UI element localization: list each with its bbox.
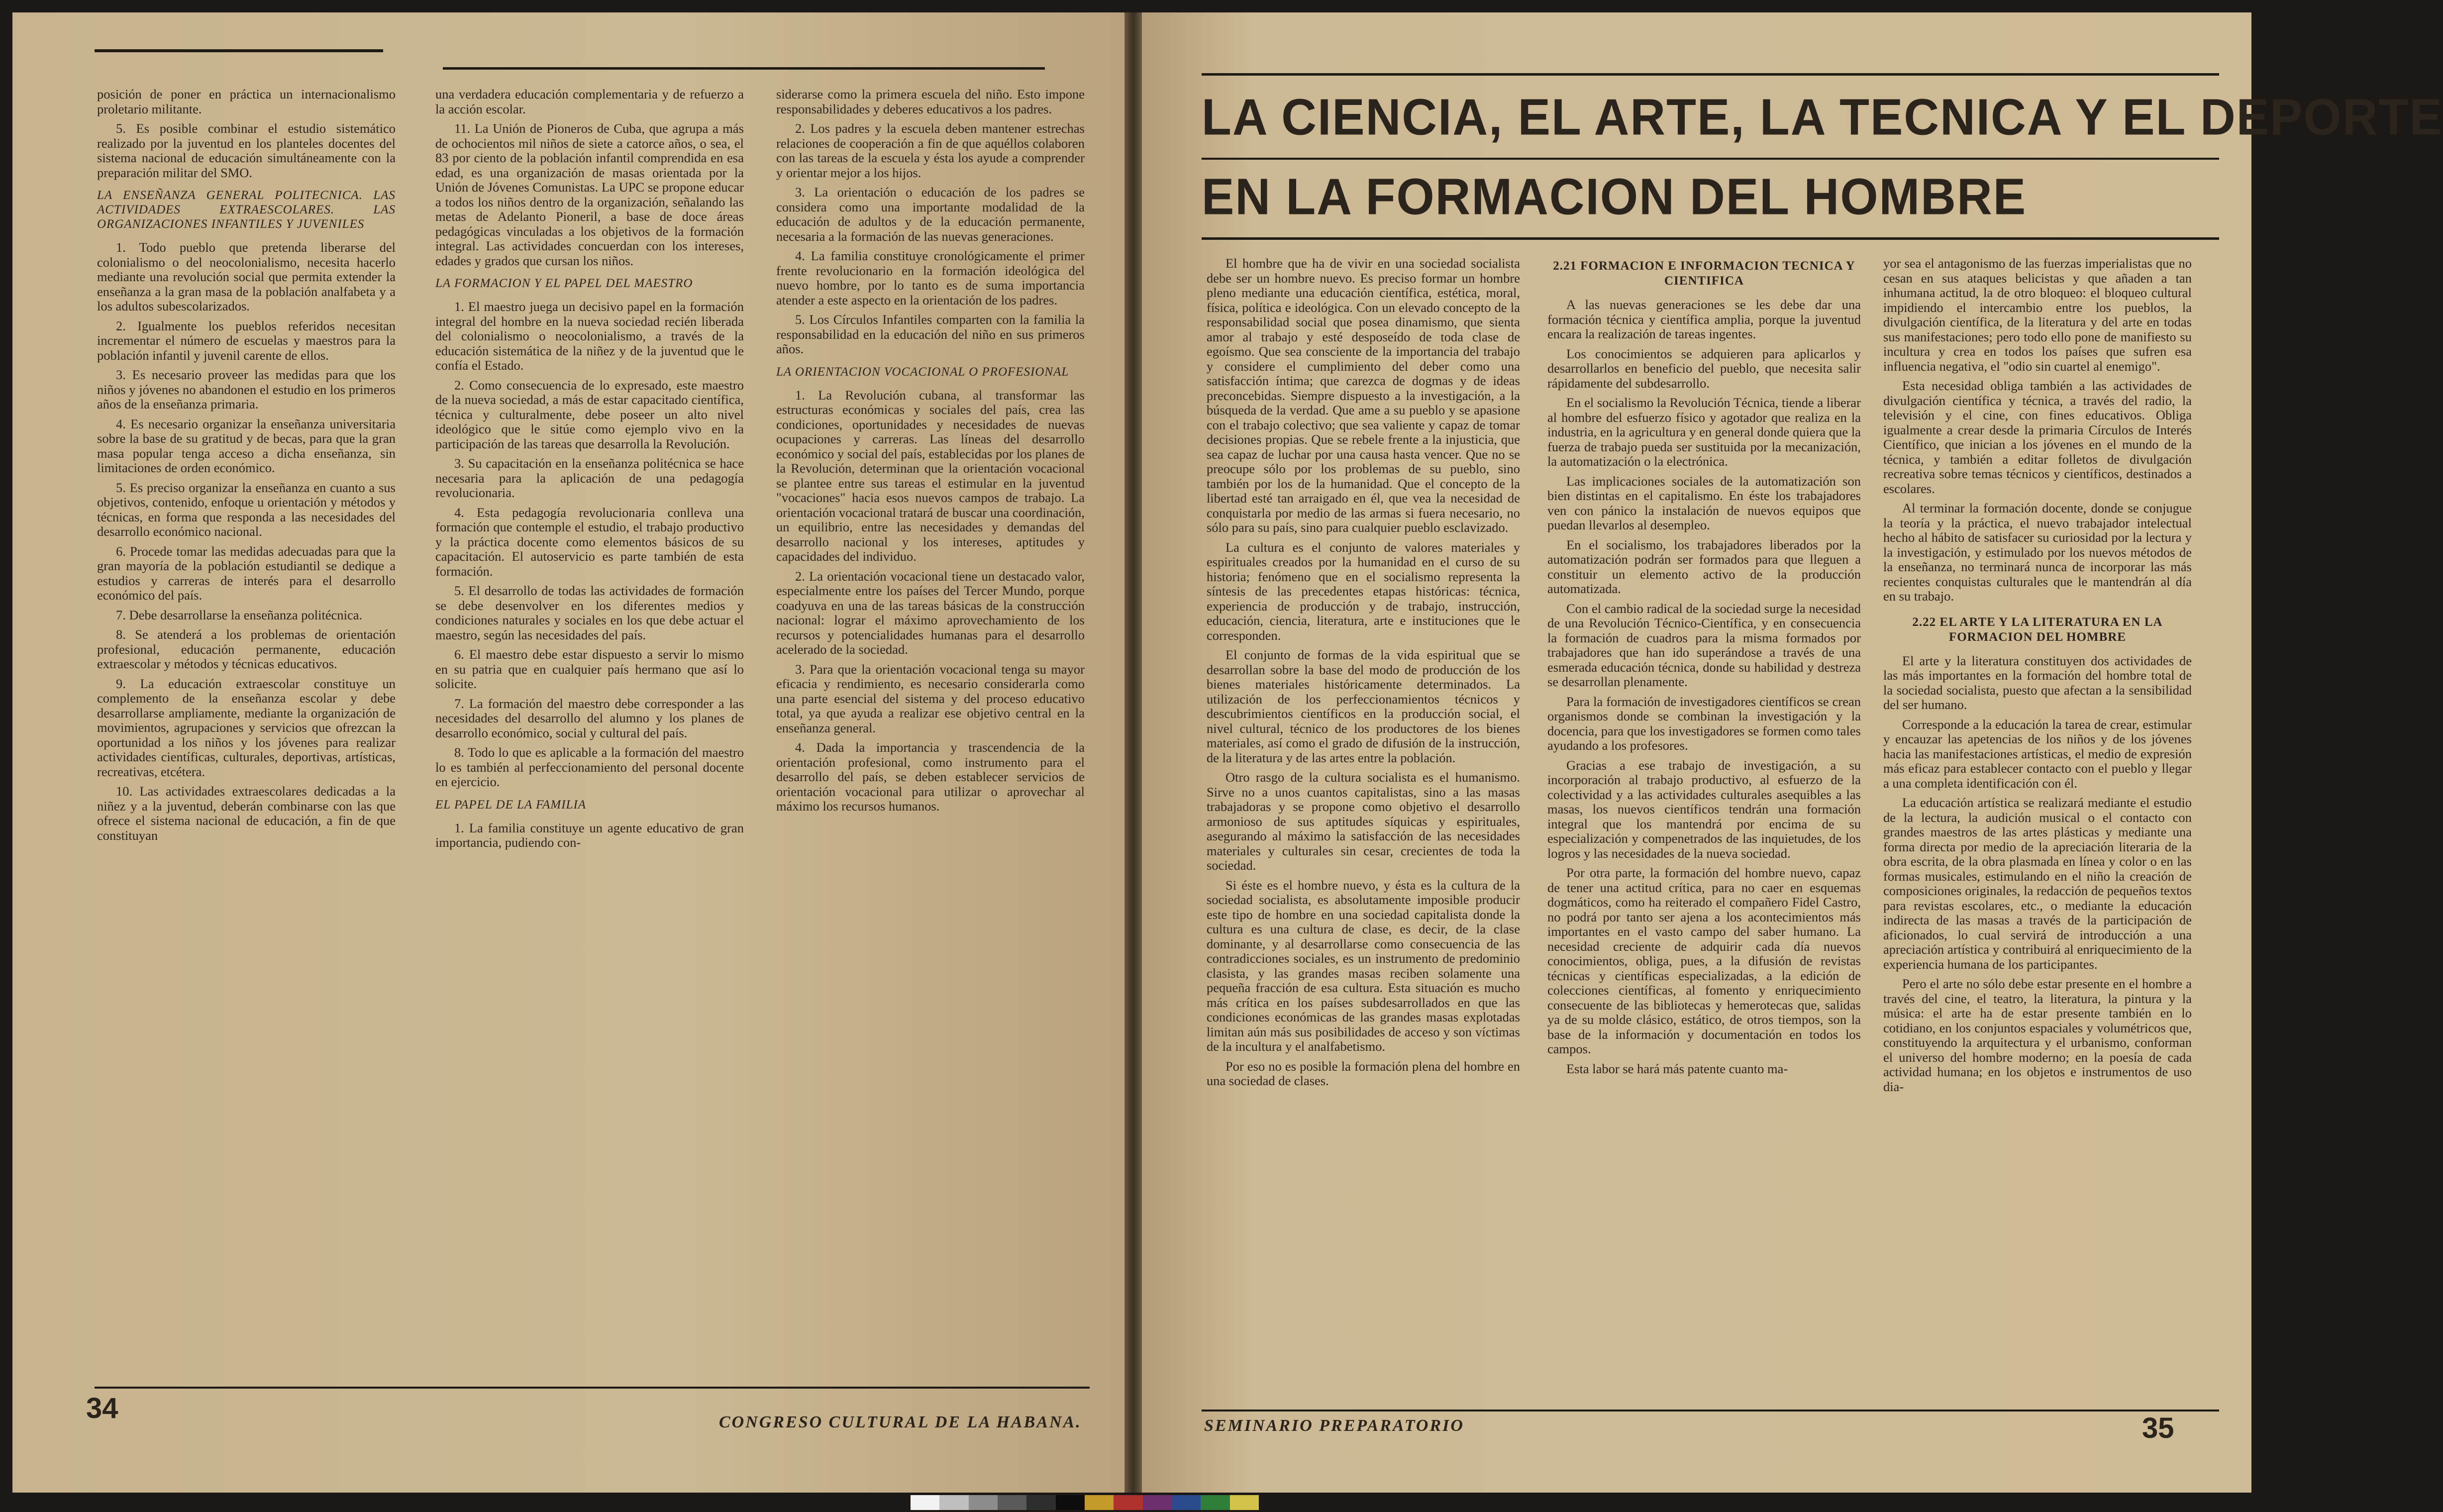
paragraph: Al terminar la formación docente, donde se conjugue la teoría y la práctica, el nuevo trabajador intelectual hecho al hábito de satisfacer su curiosidad por la lectura y la investigación, y estimulado por los nuevos métodos de la enseñanza, no terminará nunca de incorporar las más recientes conquistas culturales que le mantendrán al día en su trabajo. [1883, 501, 2192, 604]
paragraph: Gracias a ese trabajo de investigación, a su incorporación al trabajo productivo, al esfuerzo de la colectividad y a las actividades culturales asequibles a las masas, los nuevos científicos tendrán una formación integral que los mantendrá por encima de su especialización y compenetrados de las inquietudes, de los logros y las necesidades de la nueva sociedad. [1547, 757, 1861, 861]
paragraph: 11. La Unión de Pioneros de Cuba, que agrupa a más de ochocientos mil niños de siete a catorce años, o sea, el 83 por ciento de la población infantil comprendida en esa edad, es una organización de masas orientada por la Unión de Jóvenes Comunistas. La UPC se propone educar a todos los niños dentro de la organización, señalando las metas de Adelanto Pioneril, a base de doce áreas pedagógicas vinculadas a los objetivos de la formación integral. Las actividades concuerdan con los intereses, edades y grados que cursan los niños. [435, 121, 744, 268]
paragraph: 4. La familia constituye cronológicamente el primer frente revolucionario en la formación ideológica del nuevo hombre, por lo tanto es de suma importancia atender a este aspecto en la orientación de los padres. [776, 248, 1085, 307]
paragraph: 2. Igualmente los pueblos referidos necesitan incrementar el número de escuelas y maestros para la población infantil y juvenil carente de ellos. [97, 318, 396, 363]
paragraph: 4. Esta pedagogía revolucionaria conlleva una formación que contemple el estudio, el trabajo productivo y la práctica docente como elementos básicos de su capacitación. El autoservicio es parte también de esta formación. [435, 504, 744, 579]
section-heading: LA ENSEÑANZA GENERAL POLITECNICA. LAS ACTIVIDADES EXTRAESCOLARES. LAS ORGANIZACIONES INFANTILES Y JUVENILES [97, 189, 396, 231]
paragraph: 4. Dada la importancia y trascendencia de la orientación profesional, como instrumento para el desarrollo del país, se deben establecer servicios de orientación vocacional para utilizar o aprovechar al máximo los recursos humanos. [776, 740, 1085, 813]
article-title-line-1: LA CIENCIA, EL ARTE, LA TECNICA Y EL DEPORTE [1202, 88, 2443, 146]
paragraph: 5. Los Círculos Infantiles comparten con la familia la responsabilidad en la educación del niño en sus primeros años. [776, 312, 1085, 356]
color-swatch [1056, 1495, 1085, 1510]
paragraph: 1. La Revolución cubana, al transformar las estructuras económicas y sociales del país, crea las condiciones, oportunidades y necesidades de nuevas ocupaciones y carreras. Las líneas del desarrollo económico y social del país, establecidas por los planes de la Revolución, determinan que la orientación vocacional se plantee entre sus tareas el estimular en la juventud "vocaciones" hacia esos nuevos campos de trabajo. La orientación vocacional tratará de buscar una coordinación, un equilibrio, entre las necesidades y demandas del desarrollo nacional y los intereses, aptitudes y capacidades del individuo. [776, 387, 1085, 564]
paragraph: A las nuevas generaciones se les debe dar una formación técnica y científica amplia, porque la juventud encara la realización de tareas ingentes. [1547, 297, 1861, 341]
paragraph: 2. Como consecuencia de lo expresado, este maestro de la nueva sociedad, a más de estar capacitado científica, técnica y culturalmente, debe poseer un alto nivel ideológico que le sitúe como ejemplo vivo en la participación de las tareas que desarrolla la Revolución. [435, 377, 744, 451]
color-swatch [1026, 1495, 1055, 1510]
section-heading: LA FORMACION Y EL PAPEL DEL MAESTRO [435, 277, 693, 290]
paragraph: Otro rasgo de la cultura socialista es el humanismo. Sirve no a unos cuantos capitalistas, sino a las masas trabajadoras y se propone como objetivo el desarrollo armonioso de sus aptitudes síquicas y espirituales, asegurando al máximo la satisfacción de las necesidades materiales y culturales sin cesar, crecientes de toda la sociedad. [1207, 770, 1520, 873]
paragraph: Los conocimientos se adquieren para aplicarlos y desarrollarlos en beneficio del pueblo, que necesita salir rápidamente del subdesarrollo. [1547, 346, 1861, 391]
color-swatch [1143, 1495, 1172, 1510]
title-bottom-rule [1202, 237, 2219, 240]
running-footer: SEMINARIO PREPARATORIO [1204, 1416, 1464, 1435]
left-column-2 [435, 87, 744, 1361]
paragraph: 1. La familia constituye un agente educativo de gran importancia, pudiendo con- [435, 820, 744, 850]
color-swatch [1085, 1495, 1114, 1510]
paragraph: una verdadera educación complementaria y de refuerzo a la acción escolar. [435, 87, 744, 116]
paragraph: Esta necesidad obliga también a las actividades de divulgación científica y técnica, a través del radio, la televisión y el cine, con fines educativos. Obliga igualmente a crear desde la primaria Círculos de Interés Científico, que inician a los jóvenes en el mundo de la técnica, y también a editar folletos de divulgación recreativa sobre temas técnicos y científicos, destinados a escolares. [1883, 378, 2192, 496]
paragraph: yor sea el antagonismo de las fuerzas imperialistas que no cesan en sus ataques belicistas y que añaden a tan inhumana actitud, la de otro bloqueo: el bloqueo cultural impidiendo el intercambio entre los pueblos, la divulgación científica, de la literatura y del arte en todas sus manifestaciones; pero todo ello pone de manifiesto su incultura y crea en todos los países que sufren esa influencia negativa, el "odio sin cuartel al enemigo". [1883, 256, 2192, 374]
paragraph: 6. Procede tomar las medidas adecuadas para que la gran mayoría de la población estudiantil se dedique a estudios y carreras de interés para el desarrollo económico del país. [97, 543, 396, 603]
paragraph: 1. Todo pueblo que pretenda liberarse del colonialismo o del neocolonialismo, necesita hacerlo mediante una revolución social que permita extender la enseñanza a la gran masa de la población analfabeta y a los adultos subescolarizados. [97, 240, 396, 313]
top-rule-left-a [95, 49, 383, 52]
paragraph: Pero el arte no sólo debe estar presente en el hombre a través del cine, el teatro, la literatura, la pintura y la música: el arte ha de estar presente también en lo cotidiano, en los conjuntos espaciales y volumétricos que, constituyendo la arquitectura y el urbanismo, conforman el universo del hombre moderno; en la poesía de cada actividad humana; en los objetos e instrumentos de uso dia- [1883, 976, 2192, 1094]
paragraph: La educación artística se realizará mediante el estudio de la lectura, la audición musical o el contacto con grandes maestros de las artes plásticas y mediante una forma directa por medio de la apreciación literaria de la obra escrita, de la obra plasmada en línea y color o en las formas musicales, estimulando en el niño la creación de composiciones originales, la redacción de pequeños textos para revistas escolares, etc., o mediante la educación indirecta de las masas a través de la participación de aficionados, lo cual servirá de introducción a una apreciación artística y contribuirá al enriquecimiento de la experiencia humana de los participantes. [1883, 795, 2192, 972]
color-swatch [1114, 1495, 1142, 1510]
color-swatch [998, 1495, 1026, 1510]
right-column-1 [1207, 256, 1520, 1386]
color-swatch [1172, 1495, 1201, 1510]
paragraph: Por otra parte, la formación del hombre nuevo, capaz de tener una actitud crítica, para no caer en esquemas dogmáticos, como ha reiterado el compañero Fidel Castro, no podrá por tanto ser ajena a los acontecimientos más importantes en el vasto campo del saber humano. La necesidad creciente de adquirir cada día nuevos conocimientos, obliga, pues, a la difusión de revistas técnicas y científicas especializadas, a la edición de colecciones científicas, al fomento y enriquecimiento consecuente de las bibliotecas y hemerotecas que, salidas ya de su molde clásico, estático, de otros tiempos, son la base de la información y documentación en todos los campos. [1547, 865, 1861, 1056]
page-number: 35 [2142, 1412, 2174, 1444]
paragraph: El arte y la literatura constituyen dos actividades de las más importantes en la formación del hombre total de la sociedad socialista, puesto que afectan a la sensibilidad del ser humano. [1883, 653, 2192, 712]
paragraph: En el socialismo, los trabajadores liberados por la automatización podrán ser formados para que lleguen a constituir un elemento activo de la producción automatizada. [1547, 537, 1861, 596]
left-column-3 [776, 87, 1085, 1361]
bottom-rule-left [95, 1387, 1090, 1389]
paragraph: 4. Es necesario organizar la enseñanza universitaria sobre la base de su gratitud y de becas, para que la gran masa popular tenga acceso a dicha enseñanza, sin limitaciones de orden económico. [97, 416, 396, 475]
paragraph: 6. El maestro debe estar dispuesto a servir lo mismo en su patria que en cualquier país hermano que así lo solicite. [435, 647, 744, 691]
paragraph: 3. Es necesario proveer las medidas para que los niños y jóvenes no abandonen el estudio en los primeros años de la enseñanza primaria. [97, 367, 396, 411]
section-heading: 2.22 EL ARTE Y LA LITERATURA EN LA FORMACION DEL HOMBRE [1912, 615, 2163, 644]
paragraph: 5. Es posible combinar el estudio sistemático realizado por la juventud en los planteles docentes del sistema nacional de educación simultáneamente con la preparación militar del SMO. [97, 121, 396, 180]
right-column-3 [1883, 256, 2192, 1386]
paragraph: Las implicaciones sociales de la automatización son bien distintas en el capitalismo. En éste los trabajadores ven con pánico la instalación de nuevos equipos que puedan llevarlos al desempleo. [1547, 473, 1861, 532]
paragraph: 7. Debe desarrollarse la enseñanza politécnica. [116, 607, 363, 622]
paragraph: 3. Su capacitación en la enseñanza politécnica se hace necesaria para la aplicación de una pedagogía revolucionaria. [435, 456, 744, 500]
color-swatch [1230, 1495, 1259, 1510]
section-heading: LA ORIENTACION VOCACIONAL O PROFESIONAL [776, 365, 1069, 379]
running-footer: CONGRESO CULTURAL DE LA HABANA. [719, 1413, 1082, 1431]
bottom-rule-right [1202, 1410, 2219, 1411]
paragraph: La cultura es el conjunto de valores materiales y espirituales creados por la humanidad en el curso de su historia; fenómeno que en el socialismo representa la síntesis de las precedentes etapas históricas: técnica, experiencia de producción y de trabajo, instrucción, educación, ciencia, literatura, arte e instituciones que le corresponden. [1207, 539, 1520, 643]
right-column-2 [1547, 259, 1861, 1386]
color-calibration-bar [911, 1495, 1259, 1510]
color-swatch [1201, 1495, 1229, 1510]
left-page [12, 12, 1124, 1493]
paragraph: 3. Para que la orientación vocacional tenga su mayor eficacia y rendimiento, es necesario considerarla como una parte esencial del sistema y del proceso educativo total, ya que ayuda a realizar ese objetivo central en la enseñanza general. [776, 661, 1085, 735]
title-mid-rule [1202, 158, 2219, 160]
paragraph: siderarse como la primera escuela del niño. Esto impone responsabilidades y deberes educativos a los padres. [776, 87, 1085, 116]
paragraph: 2. La orientación vocacional tiene un destacado valor, especialmente entre los países del Tercer Mundo, porque coadyuva en una de las tareas básicas de la construcción nacional: lograr el máximo aprovechamiento de los recursos y potencialidades humanas para el desarrollo acelerado de la sociedad. [776, 568, 1085, 657]
paragraph: 2. Los padres y la escuela deben mantener estrechas relaciones de cooperación a fin de que aquéllos colaboren con las tareas de la escuela y ésta los ayude a comprender y orientar mejor a los hijos. [776, 121, 1085, 180]
left-column-1 [97, 87, 396, 1361]
color-swatch [969, 1495, 998, 1510]
paragraph: El hombre que ha de vivir en una sociedad socialista debe ser un hombre nuevo. Es preciso formar un hombre pleno mediante una educación científica, estética, moral, física, política e ideológica. Con un elevado concepto de la responsabilidad social que posea dinamismo, que sienta amor al trabajo y esté desposeído de toda clase de egoísmo. Que sea consciente de la importancia del trabajo y considere el cumplimiento del deber como una satisfacción íntima; que carezca de dogmas y de ideas preconcebidas. Siempre dispuesto a la investigación, a la búsqueda de la verdad. Que ame a su pueblo y se apasione con el trabajo colectivo; que sea valiente y capaz de tomar decisiones propias. Que se rebele frente a la injusticia, que sea capaz de luchar por una causa hasta vencer. Que no se preocupe sólo por los problemas de su pueblo, sino también por los de la humanidad. Que el concepto de la libertad esté tan arraigado en él, que vea la necesidad de conquistarla por medio de las armas si fuera necesario, no sólo para su país, sino para cualquier pueblo esclavizado. [1207, 256, 1520, 535]
paragraph: Corresponde a la educación la tarea de crear, estimular y encauzar las apetencias de los niños y de los jóvenes hacia las manifestaciones artísticas, el medio de expresión más eficaz para establecer contacto con el pueblo y llegar a una completa identificación con él. [1883, 716, 2192, 791]
color-swatch [939, 1495, 968, 1510]
paragraph: Si éste es el hombre nuevo, y ésta es la cultura de la sociedad socialista, es absolutamente imposible producir este tipo de hombre en una sociedad capitalista donde la cultura es una cultura de clase, es decir, de la clase dominante, y al desarrollarse como consecuencia de las contradicciones sociales, es un instrumento de predominio clasista, y las grandes masas reciben solamente una pequeña fracción de esa cultura. Esta situación es mucho más crítica en los países subdesarrollados en que las condiciones económicas de las grandes masas explotadas limitan aún más sus posibilidades de acceso y son víctimas de la incultura y el analfabetismo. [1207, 877, 1520, 1054]
paragraph: posición de poner en práctica un internacionalismo proletario militante. [97, 87, 396, 116]
color-swatch [911, 1495, 939, 1510]
paragraph: 7. La formación del maestro debe corresponder a las necesidades del desarrollo del alumno y los planes de desarrollo económico, social y cultural del país. [435, 696, 744, 740]
paragraph: 5. Es preciso organizar la enseñanza en cuanto a sus objetivos, contenido, enfoque u orientación y métodos y técnicas, en forma que responda a las necesidades del desarrollo económico nacional. [97, 480, 396, 539]
paragraph: 8. Se atenderá a los problemas de orientación profesional, educación permanente, educación extraescolar y métodos y técnicas educativos. [97, 627, 396, 671]
paragraph: 8. Todo lo que es aplicable a la formación del maestro lo es también al perfeccionamiento del personal docente en ejercicio. [435, 745, 744, 789]
paragraph: Con el cambio radical de la sociedad surge la necesidad de una Revolución Técnico-Científica, y en consecuencia la formación de cuadros para la misma formados por trabajadores que han ido superándose a través de una esmerada educación técnica, donde su habilidad y destreza se desarrollan plenamente. [1547, 601, 1861, 689]
book-gutter [1124, 12, 1142, 1493]
top-rule-left-b [443, 67, 1045, 70]
paragraph: Para la formación de investigadores científicos se crean organismos donde se combinan la investigación y la docencia, para que los investigadores se formen como tales ayudando a los profesores. [1547, 694, 1861, 753]
paragraph: 9. La educación extraescolar constituye un complemento de la enseñanza escolar y debe desarrollarse ampliamente, mediante la organización de movimientos, agrupaciones y servicios que ofrezcan la oportunidad a los niños y los jóvenes para realizar actividades científicas, culturales, deportivas, artísticas, recreativas, etcétera. [97, 676, 396, 779]
paragraph: 10. Las actividades extraescolares dedicadas a la niñez y a la juventud, deberán combinarse con las que ofrece el sistema nacional de educación, a fin de que constituyan [97, 784, 396, 843]
section-heading: EL PAPEL DE LA FAMILIA [435, 798, 587, 811]
article-title-line-2: EN LA FORMACION DEL HOMBRE [1202, 168, 2027, 225]
paragraph: El conjunto de formas de la vida espiritual que se desarrollan sobre la base del modo de producción de los bienes materiales históricamente determinados. La utilización de los perfeccionamientos técnicos y descubrimientos científicos en la producción social, el nivel cultural, técnico de los productores de los bienes materiales, así como el grado de difusión de la instrucción, de la literatura y de las artes entre la población. [1207, 647, 1520, 765]
right-page [1142, 12, 2443, 1493]
paragraph: Por eso no es posible la formación plena del hombre en una sociedad de clases. [1207, 1058, 1520, 1088]
title-top-rule [1202, 73, 2219, 76]
paragraph: 1. El maestro juega un decisivo papel en la formación integral del hombre en la nueva sociedad recién liberada del colonialismo o neocolonialismo, a través de la educación sistemática de la niñez y de la juventud que le confía el Estado. [435, 299, 744, 373]
paragraph: 5. El desarrollo de todas las actividades de formación se debe desenvolver en los diferentes medios y condiciones naturales y sociales en los que debe actuar el maestro, según las necesidades del país. [435, 583, 744, 642]
paragraph: 3. La orientación o educación de los padres se considera como una importante modalidad de la educación de adultos y de la educación permanente, necesaria a la formación de las nuevas generaciones. [776, 185, 1085, 244]
paragraph: Esta labor se hará más patente cuanto ma- [1566, 1061, 1788, 1076]
section-heading: 2.21 FORMACION E INFORMACION TECNICA Y CIENTIFICA [1553, 259, 1855, 288]
page-number: 34 [86, 1392, 118, 1424]
paragraph: En el socialismo la Revolución Técnica, tiende a liberar al hombre del esfuerzo físico y agotador que realiza en la industria, en la agricultura y en general donde quiera que la fuerza de trabajo pueda ser sustituida por la mecanización, la automatización o la electrónica. [1547, 395, 1861, 469]
